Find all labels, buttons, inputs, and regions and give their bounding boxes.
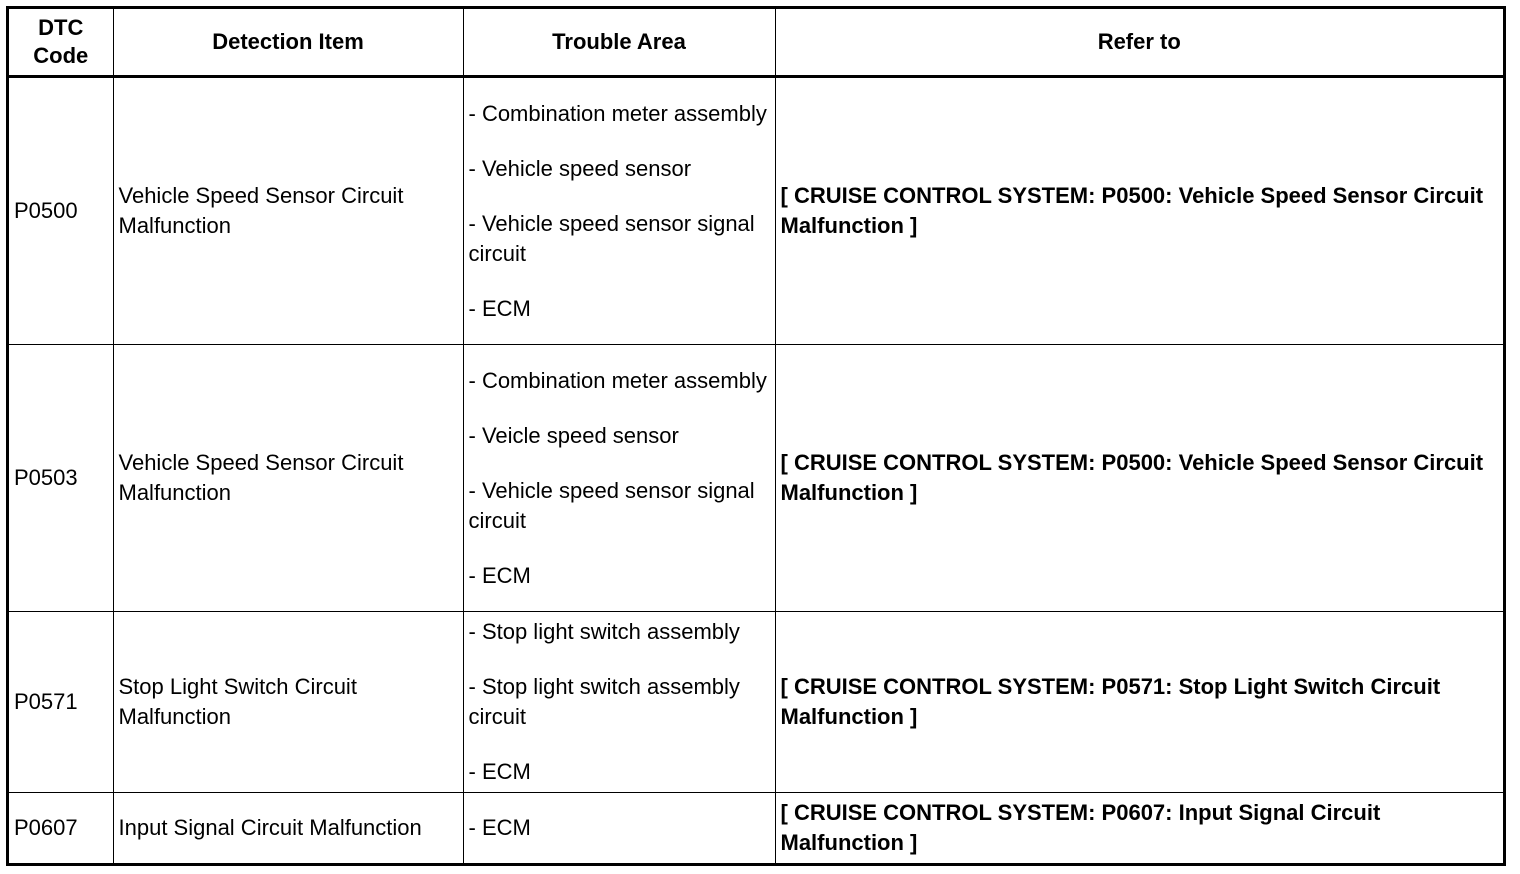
trouble-area-item: - ECM: [468, 295, 531, 321]
trouble-area-cell: [463, 77, 775, 345]
refer-to-link[interactable]: [ CRUISE CONTROL SYSTEM: P0500: Vehicle Speed Sensor Circuit Malfunction ]: [775, 77, 1503, 345]
table-header-row: [9, 9, 1503, 77]
dtc-code-cell: P0571: [9, 612, 113, 793]
trouble-area-item: - Stop light switch assembly: [468, 619, 740, 644]
header-dtc-code: DTC Code: [9, 9, 113, 77]
refer-to-link[interactable]: [ CRUISE CONTROL SYSTEM: P0607: Input Signal Circuit Malfunction ]: [775, 793, 1503, 864]
trouble-area-item: - Vehicle speed sensor: [468, 155, 692, 181]
dtc-code-cell: P0500: [9, 77, 113, 345]
refer-to-link[interactable]: [ CRUISE CONTROL SYSTEM: P0500: Vehicle Speed Sensor Circuit Malfunction ]: [775, 345, 1503, 612]
detection-item-cell: Stop Light Switch Circuit Malfunction: [113, 612, 463, 793]
table-row: [9, 345, 1503, 612]
trouble-area-item: - Vehicle speed sensor signal circuit: [468, 477, 755, 533]
table-row: [9, 612, 1503, 793]
trouble-area-item: - Stop light switch assembly circuit: [468, 674, 740, 729]
trouble-area-item: - Vehicle speed sensor signal circuit: [468, 210, 755, 266]
trouble-area-item: - Combination meter assembly: [468, 100, 767, 126]
dtc-table-container: [6, 6, 1506, 866]
trouble-area-cell: [463, 793, 775, 864]
refer-to-link[interactable]: [ CRUISE CONTROL SYSTEM: P0571: Stop Light Switch Circuit Malfunction ]: [775, 612, 1503, 793]
trouble-area-item: - ECM: [468, 815, 531, 840]
trouble-area-cell: [463, 612, 775, 793]
detection-item-cell: Vehicle Speed Sensor Circuit Malfunction: [113, 345, 463, 612]
trouble-area-item: - ECM: [468, 759, 531, 784]
trouble-area-item: - ECM: [468, 562, 531, 588]
table-row: [9, 77, 1503, 345]
header-detection-item: Detection Item: [113, 9, 463, 77]
header-refer-to: Refer to: [775, 9, 1503, 77]
trouble-area-item: - Combination meter assembly: [468, 367, 767, 393]
detection-item-cell: Vehicle Speed Sensor Circuit Malfunction: [113, 77, 463, 345]
dtc-code-cell: P0503: [9, 345, 113, 612]
dtc-table: [9, 9, 1503, 863]
header-trouble-area: Trouble Area: [463, 9, 775, 77]
table-row: [9, 793, 1503, 864]
trouble-area-item: - Veicle speed sensor: [468, 422, 679, 448]
trouble-area-cell: [463, 345, 775, 612]
dtc-code-cell: P0607: [9, 793, 113, 864]
detection-item-cell: Input Signal Circuit Malfunction: [113, 793, 463, 864]
